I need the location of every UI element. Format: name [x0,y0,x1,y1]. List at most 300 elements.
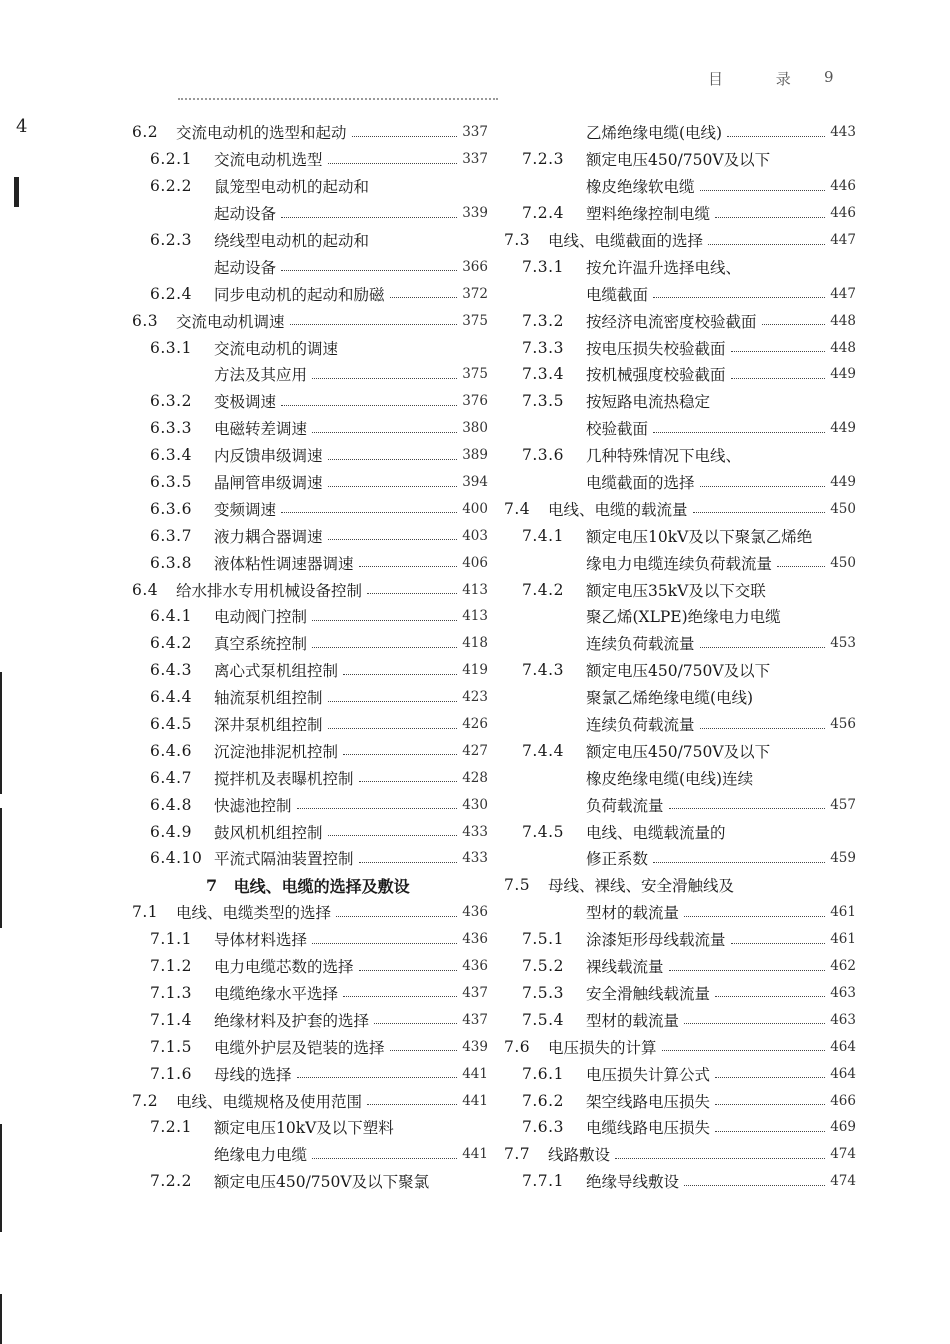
toc-entry-number: 6.3.7 [150,526,192,545]
toc-entry-number: 7.1.5 [150,1037,192,1056]
toc-entry [504,415,856,442]
toc-entry [504,227,856,254]
toc-entry-title: 给水排水专用机械设备控制 [176,581,363,600]
dot-leader [352,136,458,137]
toc-entry-page: 366 [462,258,488,275]
toc-entry-page: 446 [830,205,856,222]
toc-entry-title: 搅拌机及表曝机控制 [214,769,354,788]
toc-entry [132,1060,488,1087]
toc-entry-title: 电线、电缆类型的选择 [176,904,332,923]
toc-entry [132,684,488,711]
toc-entry [132,334,488,361]
toc-entry-title: 电线、电缆载流量的 [586,823,726,842]
dot-leader [684,1023,825,1024]
toc-entry-page: 441 [462,1092,488,1109]
toc-entry-number: 7.7 [504,1145,531,1164]
toc-entry-number: 6.4 [132,580,159,599]
toc-entry [132,119,488,146]
dot-leader [367,593,457,594]
toc-entry-title: 橡皮绝缘电缆(电线)连续 [586,769,754,788]
toc-entry-number: 6.4.9 [150,822,192,841]
toc-entry-number: 7.1.6 [150,1064,192,1083]
toc-entry [504,737,856,764]
toc-entry-number: 7.4 [504,499,531,518]
dot-leader [359,566,458,567]
toc-entry [132,549,488,576]
toc-entry [504,1006,856,1033]
toc-entry-page: 464 [830,1038,856,1055]
toc-entry-title: 乙烯绝缘电缆(电线) [586,124,723,143]
toc-left-column [132,119,488,1195]
dot-leader [328,459,458,460]
margin-rule [0,1294,2,1344]
toc-entry-page: 449 [830,474,856,491]
toc-entry [504,388,856,415]
toc-entry-title: 母线、裸线、安全滑触线及 [548,877,735,896]
toc-entry-title: 电线、电缆规格及使用范围 [176,1092,363,1111]
toc-entry-title: 液力耦合器调速 [214,527,323,546]
toc-entry-page: 380 [462,420,488,437]
toc-entry [504,764,856,791]
dot-leader [693,512,826,513]
toc-entry-number: 6.4.10 [150,849,203,868]
toc-entry [504,1114,856,1141]
toc-entry-title: 电动阀门控制 [214,608,308,627]
toc-entry-page: 462 [830,958,856,975]
dot-leader [700,728,826,729]
toc-entry-title: 聚乙烯(XLPE)绝缘电力电缆 [586,608,781,627]
toc-entry [132,657,488,684]
toc-entry-page: 441 [462,1065,488,1082]
toc-entry-page: 443 [830,124,856,141]
toc-entry-page: 446 [830,178,856,195]
toc-entry-title: 鼓风机机组控制 [214,823,323,842]
toc-entry [132,146,488,173]
toc-entry-page: 461 [830,904,856,921]
margin-corner-mark: 4 [16,116,28,137]
toc-entry-title: 母线的选择 [214,1065,292,1084]
toc-entry-page: 474 [830,1146,856,1163]
toc-entry [132,1006,488,1033]
dot-leader [281,270,457,271]
toc-entry-number: 7.6.1 [522,1064,564,1083]
toc-entry [504,953,856,980]
toc-entry-number: 7.2.1 [150,1118,192,1137]
toc-entry-number: 6.3.5 [150,473,192,492]
toc-entry [504,253,856,280]
dot-leader [367,1104,457,1105]
toc-entry-page: 376 [462,393,488,410]
dot-leader [312,647,457,648]
toc-entry [132,227,488,254]
dot-leader [328,163,458,164]
dot-leader [700,190,826,191]
dot-leader [328,701,458,702]
toc-entry-title: 轴流泵机组控制 [214,689,323,708]
toc-entry-page: 339 [462,205,488,222]
toc-entry-number: 6.4.5 [150,715,192,734]
toc-entry [504,307,856,334]
toc-entry [132,361,488,388]
dot-leader [290,324,458,325]
dot-leader [359,970,458,971]
toc-entry-number: 6.2.3 [150,231,192,249]
toc-entry-number: 7.3.6 [522,446,564,465]
toc-entry-number: 6.3.3 [150,419,192,438]
toc-entry-page: 337 [462,124,488,141]
running-header-title: 目 录 [708,70,815,88]
toc-entry-title: 几种特殊情况下电线、 [586,447,742,466]
toc-entry-page: 461 [830,931,856,948]
toc-entry [504,469,856,496]
toc-entry [504,926,856,953]
toc-entry-number: 6.3.8 [150,553,192,572]
toc-entry [132,173,488,200]
dot-leader [281,512,457,513]
toc-entry-title: 起动设备 [214,205,277,224]
toc-entry [132,415,488,442]
toc-entry-number: 6.3.1 [150,338,192,357]
dot-leader [669,970,826,971]
toc-entry-page: 448 [830,339,856,356]
toc-entry-number: 7.3.1 [522,257,564,276]
toc-entry-number: 6.4.3 [150,661,192,680]
toc-entry-title: 交流电动机选型 [214,151,323,170]
toc-entry [504,442,856,469]
toc-entry-number: 7.5.2 [522,957,564,976]
toc-entry-title: 交流电动机调速 [176,312,285,331]
toc-entry-number: 7.1.4 [150,1010,192,1029]
dot-leader [281,217,457,218]
toc-entry [504,1141,856,1168]
toc-entry-page: 448 [830,312,856,329]
toc-entry-number: 7.4.4 [522,741,564,760]
toc-entry [504,603,856,630]
toc-entry-title: 交流电动机的选型和起动 [176,124,347,143]
dot-leader [653,432,825,433]
toc-entry-title: 校验截面 [586,420,649,439]
toc-entry [504,495,856,522]
toc-entry-page: 439 [462,1038,488,1055]
toc-entry-title: 线路敷设 [548,1146,611,1165]
toc-entry-number: 6.4.4 [150,688,192,707]
dot-leader [715,996,825,997]
toc-entry-title: 电磁转差调速 [214,420,308,439]
toc-entry [504,1033,856,1060]
page-number: 9 [824,68,834,86]
toc-entry-page: 450 [830,500,856,517]
dot-leader [653,297,825,298]
toc-entry-title: 连续负荷载流量 [586,716,695,735]
toc-entry-number: 6.3.4 [150,446,192,465]
toc-entry-title: 电缆截面的选择 [586,474,695,493]
toc-entry-title: 额定电压450/750V及以下 [586,742,771,761]
dot-leader [731,378,826,379]
dot-leader [359,862,458,863]
toc-entry-title: 型材的载流量 [586,1011,680,1030]
toc-entry-number: 7.3.5 [522,392,564,411]
margin-rule [0,808,2,928]
toc-entry-title: 缘电力电缆连续负荷载流量 [586,554,773,573]
dot-leader [297,808,458,809]
toc-entry-page: 447 [830,285,856,302]
toc-entry-title: 塑料绝缘控制电缆 [586,205,711,224]
toc-entry [132,307,488,334]
toc-entry-title: 电缆线路电压损失 [586,1119,711,1138]
toc-entry-title: 晶闸管串级调速 [214,474,323,493]
dot-leader [359,781,458,782]
dot-leader [700,647,826,648]
toc-entry-number: 6.4.2 [150,634,192,653]
toc-entry [132,603,488,630]
dot-leader [390,297,458,298]
dot-leader [312,432,457,433]
toc-entry-title: 安全滑触线载流量 [586,984,711,1003]
toc-entry-number: 7.3.4 [522,365,564,384]
toc-entry [132,280,488,307]
toc-entry-number: 7.2.2 [150,1172,192,1191]
toc-entry-title: 橡皮绝缘软电缆 [586,178,695,197]
toc-entry-page: 403 [462,527,488,544]
toc-entry-title: 绝缘导线敷设 [586,1173,680,1192]
toc-entry-number: 7.4.1 [522,526,564,545]
toc-entry-title: 绝缘材料及护套的选择 [214,1011,370,1030]
toc-entry [132,1033,488,1060]
toc-entry-page: 423 [462,689,488,706]
toc-entry-title: 额定电压10kV及以下聚氯乙烯绝 [586,527,813,546]
toc-entry-title: 负荷载流量 [586,796,664,815]
toc-entry-number: 6.2.1 [150,150,192,169]
toc-entry [132,469,488,496]
toc-entry-title: 架空线路电压损失 [586,1092,711,1111]
toc-entry-page: 463 [830,1011,856,1028]
dot-leader [731,943,826,944]
header-rule [178,98,498,100]
toc-entry [132,711,488,738]
toc-entry-title: 按机械强度校验截面 [586,366,726,385]
toc-entry-page: 466 [830,1092,856,1109]
dot-leader [684,1185,825,1186]
toc-entry-title: 离心式泵机组控制 [214,662,339,681]
toc-entry-number: 7.1.3 [150,983,192,1002]
toc-entry-page: 418 [462,635,488,652]
dot-leader [390,1050,458,1051]
toc-entry-title: 电线、电缆截面的选择 [548,232,704,250]
toc-entry-title: 方法及其应用 [214,366,308,385]
dot-leader [374,1023,457,1024]
toc-entry-number: 6.3 [132,311,159,330]
toc-entry-title: 液体粘性调速器调速 [214,554,354,573]
toc-entry [504,1060,856,1087]
toc-entry-title: 电线、电缆的载流量 [548,500,688,519]
toc-entry-page: 413 [462,581,488,598]
dot-leader [615,1158,825,1159]
toc-entry [504,630,856,657]
dot-leader [343,996,457,997]
toc-entry-page: 389 [462,447,488,464]
toc-entry-number: 7.3.2 [522,311,564,330]
toc-entry [504,334,856,361]
toc-entry-number: 7.2.4 [522,204,564,223]
toc-entry [132,522,488,549]
toc-entry-number: 7.6.3 [522,1118,564,1137]
dot-leader [297,1077,458,1078]
toc-entry [504,791,856,818]
toc-entry-title: 修正系数 [586,850,649,869]
toc-entry-title: 电缆截面 [586,285,649,304]
toc-entry-page: 450 [830,554,856,571]
toc-entry [504,146,856,173]
dot-leader [715,1077,825,1078]
dot-leader [343,674,457,675]
toc-entry-number: 7.1.2 [150,957,192,976]
dot-leader [662,1050,826,1051]
dot-leader [731,351,826,352]
toc-entry [132,1141,488,1168]
toc-entry [504,845,856,872]
toc-entry-page: 441 [462,1146,488,1163]
toc-entry-title: 沉淀池排泥机控制 [214,742,339,761]
toc-entry-title: 真空系统控制 [214,635,308,654]
dot-leader [328,539,458,540]
toc-entry [132,200,488,227]
toc-entry-page: 427 [462,742,488,759]
toc-entry-number: 6.3.6 [150,499,192,518]
toc-entry [504,119,856,146]
toc-entry-title: 按允许温升选择电线、 [586,258,742,277]
toc-entry [504,549,856,576]
dot-leader [312,943,457,944]
dot-leader [312,1158,457,1159]
toc-entry [132,1168,488,1195]
toc-entry [132,737,488,764]
dot-leader [715,1131,825,1132]
toc-entry-page: 436 [462,904,488,921]
toc-entry-title: 裸线载流量 [586,958,664,977]
toc-right-column [504,119,856,1195]
toc-entry-page: 459 [830,850,856,867]
toc-entry-page: 437 [462,1011,488,1028]
toc-entry-title: 按电压损失校验截面 [586,339,726,358]
toc-entry-title: 额定电压35kV及以下交联 [586,581,766,600]
toc-entry [504,280,856,307]
toc-entry [132,899,488,926]
toc-entry [132,953,488,980]
dot-leader [762,324,826,325]
toc-entry-number: 7.4.5 [522,822,564,841]
dot-leader [328,728,458,729]
toc-entry-page: 449 [830,420,856,437]
toc-entry-title: 额定电压10kV及以下塑料 [214,1119,394,1138]
toc-entry-number: 6.4.7 [150,768,192,787]
margin-rule [0,1124,2,1232]
toc-entry-number: 6.2.4 [150,284,192,303]
toc-entry [504,522,856,549]
toc-entry-number: 6.2.2 [150,177,192,196]
toc-entry-title: 起动设备 [214,258,277,277]
toc-entry-number: 7.1 [132,903,159,922]
toc-entry-title: 交流电动机的调速 [214,339,339,358]
toc-entry-page: 437 [462,984,488,1001]
toc-entry [132,495,488,522]
toc-entry-title: 电力电缆芯数的选择 [214,958,354,977]
running-header [690,68,850,92]
toc-entry-number: 7.3 [504,231,531,249]
toc-entry-number: 7.2 [132,1091,159,1110]
dot-leader [727,136,825,137]
toc-entry-title: 额定电压450/750V及以下 [586,662,771,681]
toc-entry [504,711,856,738]
toc-entry-page: 430 [462,796,488,813]
toc-entry-title: 深井泵机组控制 [214,716,323,735]
dot-leader [343,754,457,755]
toc-entry [504,1087,856,1114]
toc-entry [132,818,488,845]
toc-entry [504,872,856,899]
toc-entry-number: 7.7.1 [522,1172,564,1191]
toc-entry-number: 6.4.1 [150,607,192,626]
dot-leader [312,620,457,621]
toc-entry [504,173,856,200]
toc-entry-title: 涂漆矩形母线载流量 [586,931,726,950]
toc-entry [132,926,488,953]
toc-entry-title: 按短路电流热稳定 [586,393,711,412]
toc-entry-title: 按经济电流密度校验截面 [586,312,757,331]
toc-entry [132,1087,488,1114]
margin-mark [14,177,19,207]
toc-entry-title: 同步电动机的起动和励磁 [214,285,385,304]
toc-entry-page: 375 [462,366,488,383]
dot-leader [328,835,458,836]
toc-entry-number: 7.5 [504,876,531,895]
toc-entry-title: 变极调速 [214,393,277,412]
toc-entry-page: 433 [462,823,488,840]
toc-entry-title: 平流式隔油装置控制 [214,850,354,869]
toc-entry [504,1168,856,1195]
toc-entry-page: 419 [462,662,488,679]
toc-entry [132,442,488,469]
toc-entry-page: 436 [462,931,488,948]
toc-entry-page: 457 [830,796,856,813]
toc-entry-page: 400 [462,500,488,517]
toc-entry-title: 变频调速 [214,500,277,519]
toc-entry-title: 额定电压450/750V及以下 [586,151,771,170]
toc-entry-number: 7.5.3 [522,983,564,1002]
toc-entry [132,980,488,1007]
toc-entry-page: 406 [462,554,488,571]
toc-entry [132,388,488,415]
dot-leader [715,217,825,218]
toc-entry [132,576,488,603]
toc-entry-title: 型材的载流量 [586,904,680,923]
dot-leader [684,916,825,917]
toc-entry-page: 456 [830,716,856,733]
toc-entry-title: 绝缘电力电缆 [214,1146,308,1165]
toc-entry-number: 7.4.2 [522,580,564,599]
dot-leader [669,808,826,809]
toc-entry [504,684,856,711]
toc-entry-number: 7.6 [504,1037,531,1056]
toc-entry-page: 436 [462,958,488,975]
toc-entry-number: 7.6.2 [522,1091,564,1110]
toc-entry-number: 7.1.1 [150,930,192,949]
toc-entry-title: 聚氯乙烯绝缘电缆(电线) [586,689,754,708]
toc-entry-page: 474 [830,1173,856,1190]
toc-entry [132,764,488,791]
toc-entry-number: 7.5.1 [522,930,564,949]
toc-entry [504,200,856,227]
toc-entry-title: 快滤池控制 [214,796,292,815]
